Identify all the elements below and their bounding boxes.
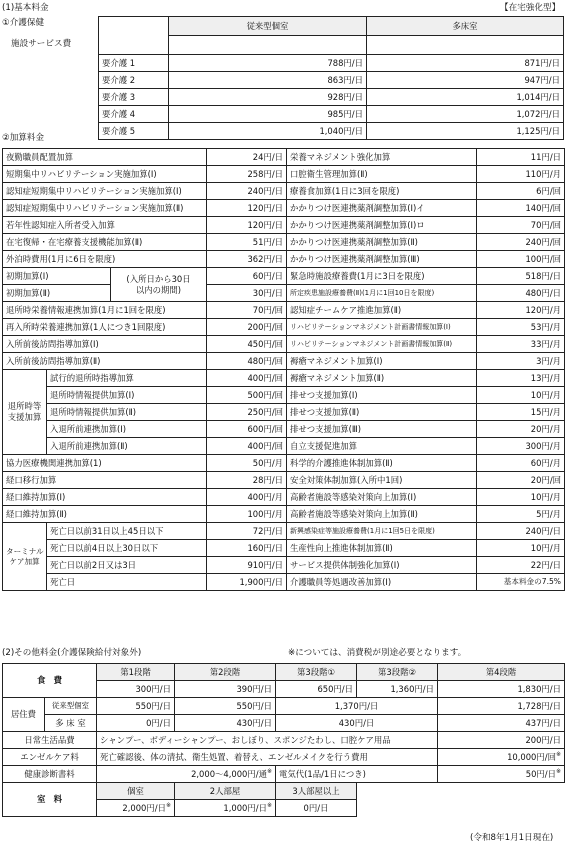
room-fee-double: 1,000円/日※ — [175, 800, 276, 817]
discharge-support-label: 退所時等 支援加算 — [3, 370, 47, 455]
addition-row: 死亡日 1,900円/日 介護職員等処遇改善加算(Ⅰ) 基本料金の7.5% — [3, 574, 565, 591]
addition-row: 入退所前連携加算(Ⅱ) 400円/回 自立支援促進加算 300円/月 — [3, 438, 565, 455]
section3-title: (2)その他料金(介護保険給付対象外) — [2, 648, 142, 658]
basic-fee-row: 要介護 1 788円/日 871円/日 — [99, 55, 564, 72]
room-fee-row: 2,000円/日※ 1,000円/日※ 0円/日 — [3, 800, 565, 817]
terminal-care-label: ターミナル ケア加算 — [3, 523, 47, 591]
stay-cost-row: 居住費 従来型個室 550円/日 550円/日 1,370円/日 1,728円/日 — [3, 698, 565, 715]
addition-row: 若年性認知症入所者受入加算 120円/日 かかりつけ医連携薬剤調整加算(Ⅰ)ロ 70円/回 — [3, 217, 565, 234]
food-cost-row: 300円/日 390円/日 650円/日 1,360円/日 1,830円/日 — [3, 681, 565, 698]
basic-fee-row: 要介護 3 928円/日 1,014円/日 — [99, 89, 564, 106]
basic-fee-row: 要介護 5 1,040円/日 1,125円/日 — [99, 123, 564, 140]
addition-row: 外泊時費用(1月に6日を限度) 362円/日 かかりつけ医連携薬剤調整加算(Ⅲ) 100円/回 — [3, 251, 565, 268]
addition-row: 退所時栄養情報連携加算(1月に1回を限度) 70円/回 認知症チームケア推進加算(Ⅱ) 120円/月 — [3, 302, 565, 319]
stay-cost-label: 居住費 — [3, 698, 45, 732]
tax-note: ※については、消費税が別途必要となります。 — [288, 648, 467, 658]
daily-goods-row: 日常生活品費 シャンプー、ボディーシャンプー、おしぼり、スポンジたわし、口腔ケア用品 200円/日 — [3, 732, 565, 749]
addition-row: 退所時情報提供加算(Ⅱ) 250円/回 排せつ支援加算(Ⅱ) 15円/月 — [3, 404, 565, 421]
room-fee-private: 2,000円/日※ — [97, 800, 175, 817]
as-of-date: (令和8年1月1日現在) — [470, 833, 554, 843]
section1-title: (1)基本料金 — [2, 3, 49, 13]
care-insurance-label: ①介護保健 — [2, 18, 45, 28]
basic-fee-row: 要介護 2 863円/日 947円/日 — [99, 72, 564, 89]
addition-row: 退所時情報提供加算(Ⅰ) 500円/回 排せつ支援加算(Ⅰ) 10円/月 — [3, 387, 565, 404]
addition-row: 退所時等 支援加算 試行的退所時指導加算 400円/回 褥瘡マネジメント加算(Ⅱ) 13円/月 — [3, 370, 565, 387]
initial-period-note: (入所日から30日 以内の期間) — [111, 268, 207, 302]
electricity-fee: 50円/日※ — [438, 766, 565, 783]
other-fee-table: 食 費 第1段階 第2段階 第3段階① 第3段階② 第4段階 300円/日 390円/日 650円/日 1,360円/日 1,830円/日 居住費 従来型個室 550円/日 550円/日 1,370円/日 1,728円/日 多 床 室 0円/日 430円/日 430円/日 437円/日 日常生活品費 シャンプー、ボディーシャンプー、おしぼり、スポンジたわし、口腔ケア用品 200円/日 エンゼルケア料 死亡確認後、体の清拭、衛生処置、着替え、エンゼルメイクを行う費用 10,000円/回※ 健康診断書料 2,000～4,000円/通※ 電気代(1品/1日につき) 50円/日※ 室 料 個室 2人部屋 3人部屋以上 2,000円/日※ 1,000円/日※ 0円/日 — [2, 663, 565, 817]
addition-row: 初期加算(Ⅰ) (入所日から30日 以内の期間) 60円/日 緊急時施設療養費(1月に3日を限度) 518円/日 — [3, 268, 565, 285]
addition-row: ターミナル ケア加算 死亡日以前31日以上45日以下 72円/日 新興感染症等施設療養費(1月に1回5日を限度) 240円/日 — [3, 523, 565, 540]
health-cert-fee: 2,000～4,000円/通※ — [97, 766, 276, 783]
food-cost-label: 食 費 — [3, 664, 97, 698]
addition-row: 入所前後訪問指導加算(Ⅰ) 450円/回 リハビリテーションマネジメント計画書情報加算(Ⅱ) 33円/月 — [3, 336, 565, 353]
addition-row: 入退所前連携加算(Ⅰ) 600円/回 排せつ支援加算(Ⅲ) 20円/月 — [3, 421, 565, 438]
angel-care-row: エンゼルケア料 死亡確認後、体の清拭、衛生処置、着替え、エンゼルメイクを行う費用 10,000円/回※ — [3, 749, 565, 766]
basic-fee-row: 要介護 4 985円/日 1,072円/日 — [99, 106, 564, 123]
addition-row: 短期集中リハビリテーション実施加算(Ⅰ) 258円/日 口腔衛生管理加算(Ⅱ) 110円/月 — [3, 166, 565, 183]
addition-row: 協力医療機関連携加算(1) 50円/月 科学的介護推進体制加算(Ⅱ) 60円/月 — [3, 455, 565, 472]
addition-row: 死亡日以前2日又は3日 910円/日 サービス提供体制強化加算(Ⅰ) 22円/日 — [3, 557, 565, 574]
addition-row: 入所前後訪問指導加算(Ⅱ) 480円/回 褥瘡マネジメント加算(Ⅰ) 3円/月 — [3, 353, 565, 370]
addition-row: 認知症短期集中リハビリテーション実施加算(Ⅱ) 120円/日 かかりつけ医連携薬剤調整加算(Ⅰ)イ 140円/回 — [3, 200, 565, 217]
stay-cost-row: 多 床 室 0円/日 430円/日 430円/日 437円/日 — [3, 715, 565, 732]
addition-row: 認知症短期集中リハビリテーション実施加算(Ⅰ) 240円/日 療養食加算(1日に3回を限度) 6円/回 — [3, 183, 565, 200]
addition-fee-table — [2, 148, 565, 591]
addition-row: 初期加算(Ⅱ) 30円/日 所定疾患施設療養費(Ⅱ)(1月に1回10日を限度) 480円/日 — [3, 285, 565, 302]
col-private-room: 従来型個室 — [169, 17, 367, 36]
addition-row: 再入所時栄養連携加算(1人につき1回限度) 200円/回 リハビリテーションマネジメント計画書情報加算(Ⅰ) 53円/月 — [3, 319, 565, 336]
health-cert-row: 健康診断書料 2,000～4,000円/通※ 電気代(1品/1日につき) 50円/日※ — [3, 766, 565, 783]
basic-fee-table — [98, 16, 564, 140]
addition-row: 死亡日以前4日以上30日以下 160円/日 生産性向上推進体制加算(Ⅱ) 10円/月 — [3, 540, 565, 557]
enhanced-type-badge: 【在宅強化型】 — [500, 3, 561, 13]
addition-row: 経口維持加算(Ⅱ) 100円/月 高齢者施設等感染対策向上加算(Ⅱ) 5円/月 — [3, 506, 565, 523]
col-multi-bed: 多床室 — [367, 17, 564, 36]
addition-row: 在宅復帰・在宅療養支援機能加算(Ⅱ) 51円/日 かかりつけ医連携薬剤調整加算(Ⅱ) 240円/回 — [3, 234, 565, 251]
addition-row: 経口移行加算 28円/日 安全対策体制加算(入所中1回) 20円/回 — [3, 472, 565, 489]
section2-title: ②加算料金 — [2, 133, 45, 143]
room-fee-label: 室 料 — [3, 783, 97, 817]
addition-row: 経口維持加算(Ⅰ) 400円/月 高齢者施設等感染対策向上加算(Ⅰ) 10円/月 — [3, 489, 565, 506]
angel-care-fee: 10,000円/回※ — [438, 749, 565, 766]
facility-service-label: 施設サービス費 — [11, 39, 72, 49]
addition-row: 夜勤職員配置加算 24円/日 栄養マネジメント強化加算 11円/日 — [3, 149, 565, 166]
